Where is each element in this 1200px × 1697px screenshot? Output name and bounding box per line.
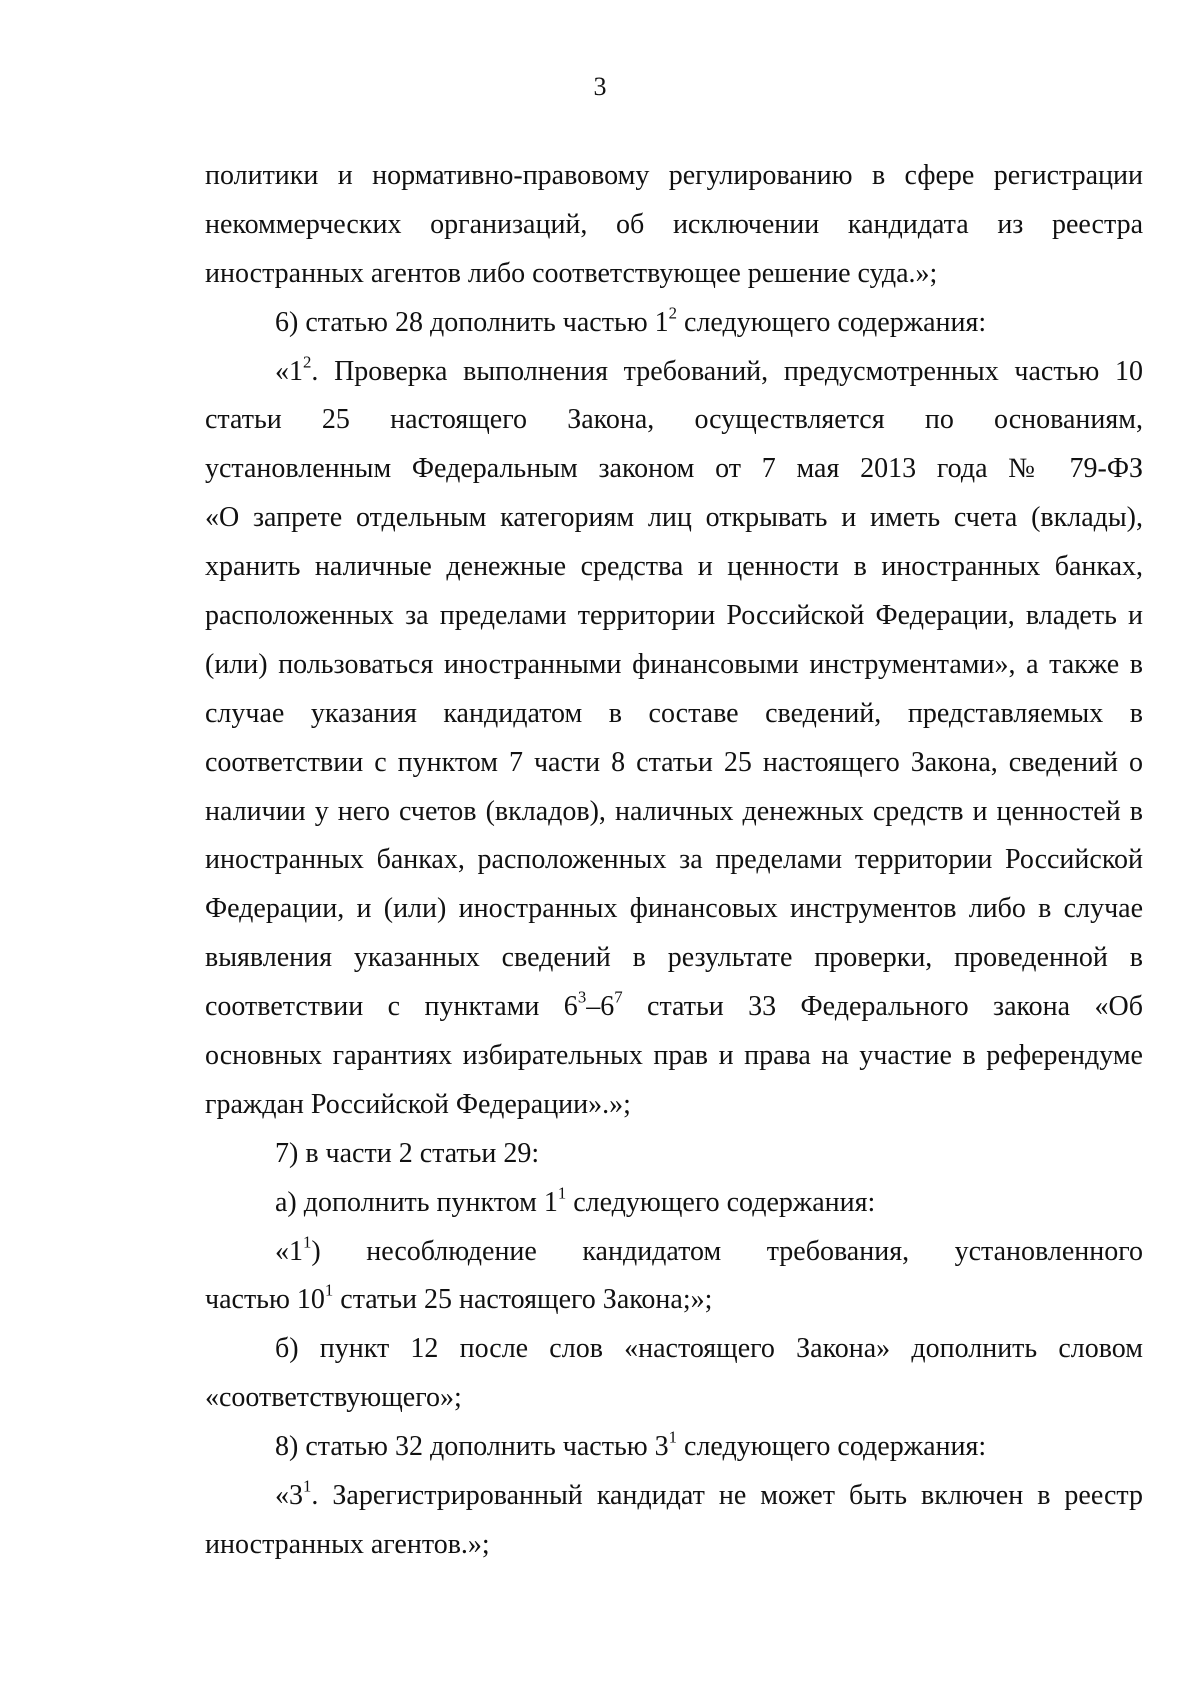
document-body bbox=[205, 152, 1143, 1570]
text-line: соответствии с пунктами $6^3-6^7$ статьи 33 Федерального закона «Об bbox=[205, 987, 1143, 1023]
text-line: «$3^1$. Зарегистрированный кандидат не может быть включен в реестр bbox=[275, 1476, 1143, 1512]
text-line: 8) статью 32 дополнить частью $3^1$ следующего содержания: bbox=[275, 1427, 987, 1463]
text-line: «$1^2$. Проверка выполнения требований, предусмотренных частью 10 bbox=[275, 351, 1143, 387]
superscript: 1 bbox=[303, 1476, 312, 1496]
text-line: (или) пользоваться иностранными финансовыми инструментами», а также в bbox=[205, 648, 1143, 680]
text-line: 7) в части 2 статьи 29: bbox=[275, 1137, 540, 1169]
text-line: некоммерческих организаций, об исключении кандидата из реестра bbox=[205, 208, 1143, 240]
page-number: 3 bbox=[593, 72, 607, 101]
text-line: политики и нормативно-правовому регулированию в сфере регистрации bbox=[205, 160, 1143, 191]
text-line: граждан Российской Федерации».»; bbox=[205, 1088, 631, 1120]
text-line: основных гарантиях избирательных прав и права на участие в референдуме bbox=[205, 1040, 1143, 1072]
text-line: б) пункт 12 после слов «настоящего Закона» дополнить словом bbox=[275, 1333, 1143, 1365]
text-line: установленным Федеральным законом от 7 мая 2013 года № 79-ФЗ bbox=[205, 453, 1143, 485]
text-line: 6) статью 28 дополнить частью $1^2$ следующего содержания: bbox=[275, 303, 987, 338]
superscript: 1 bbox=[303, 1232, 312, 1251]
text-line: «соответствующего»; bbox=[205, 1382, 462, 1414]
text-line: иностранных банках, расположенных за пределами территории Российской bbox=[205, 844, 1143, 876]
text-line: выявления указанных сведений в результате проверки, проведенной в bbox=[205, 942, 1143, 974]
superscript: 3 bbox=[577, 987, 587, 1007]
text-line: Федерации, и (или) иностранных финансовых инструментов либо в случае bbox=[205, 893, 1143, 925]
superscript: 1 bbox=[557, 1183, 567, 1203]
text-line: а) дополнить пунктом $1^1$ следующего содержания: bbox=[275, 1183, 876, 1218]
text-line: «О запрете отдельным категориям лиц открывать и иметь счета (вклады), bbox=[205, 502, 1143, 534]
superscript: 2 bbox=[303, 351, 312, 371]
superscript: 1 bbox=[324, 1280, 334, 1300]
superscript: 7 bbox=[614, 987, 623, 1007]
text-line: хранить наличные денежные средства и ценности в иностранных банках, bbox=[205, 551, 1143, 583]
text-line: частью $10^1$ статьи 25 настоящего Закона;»; bbox=[205, 1280, 713, 1316]
text-line: иностранных агентов.»; bbox=[205, 1528, 490, 1560]
text-line: иностранных агентов либо соответствующее решение суда.»; bbox=[205, 257, 938, 289]
text-line: статьи 25 настоящего Закона, осуществляется по основаниям, bbox=[205, 404, 1143, 436]
text-line: наличии у него счетов (вкладов), наличных денежных средств и ценностей в bbox=[205, 795, 1143, 827]
text-line: расположенных за пределами территории Российской Федерации, владеть и bbox=[205, 600, 1143, 632]
superscript: 2 bbox=[668, 303, 678, 323]
text-line: случае указания кандидатом в составе сведений, представляемых в bbox=[205, 697, 1143, 729]
text-line: «$1^1$) несоблюдение кандидатом требования, установленного bbox=[275, 1232, 1143, 1267]
superscript: 1 bbox=[668, 1427, 678, 1447]
text-line: соответствии с пунктом 7 части 8 статьи 25 настоящего Закона, сведений о bbox=[205, 746, 1143, 778]
